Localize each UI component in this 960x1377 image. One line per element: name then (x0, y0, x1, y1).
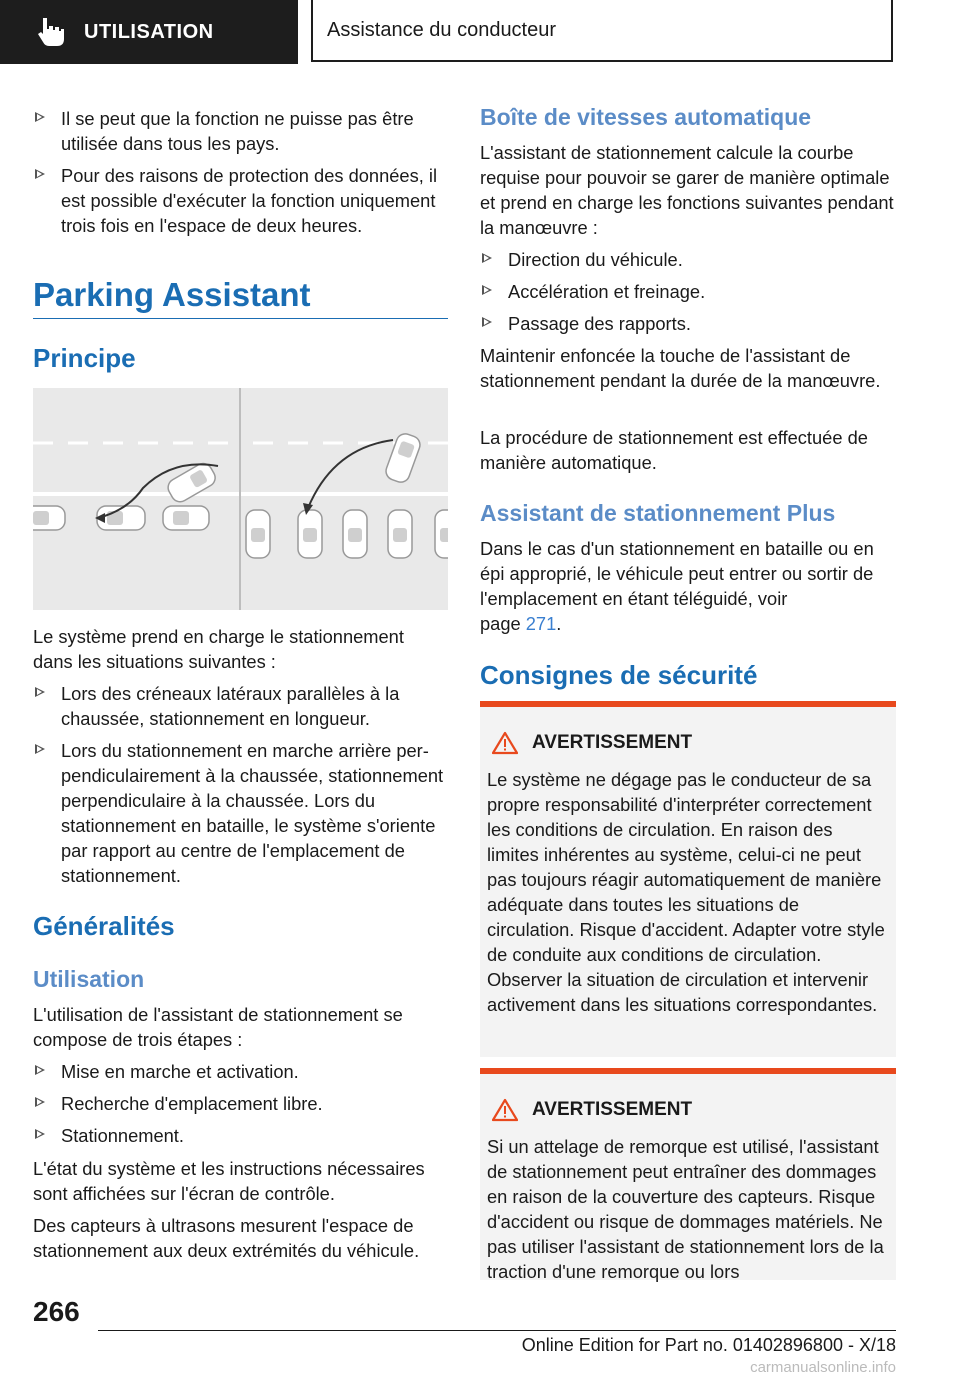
bullet-triangle-icon (482, 285, 492, 295)
list-item: Accélération et freinage. (480, 279, 896, 304)
parking-illustration (33, 388, 448, 610)
list-item: Passage des rapports. (480, 311, 896, 336)
warning-title: AVERTISSEMENT (532, 1099, 693, 1120)
list-item: Il se peut que la fonction ne puisse pas être utilisée dans tous les pays. (33, 106, 448, 156)
bullet-triangle-icon (35, 744, 45, 754)
list-item: Direction du véhicule. (480, 247, 896, 272)
bullet-triangle-icon (35, 1065, 45, 1075)
hand-pointer-icon (34, 15, 68, 49)
warning-box (480, 1068, 896, 1280)
section-title: UTILISATION (84, 20, 214, 43)
auto-procedure-text: La procédure de stationnement est effectuée de manière automatique. (480, 427, 868, 473)
hold-text: Maintenir enfoncée la touche de l'assistant de stationnement pendant la durée de la manœuvre. (480, 345, 881, 391)
warning-triangle-icon (492, 731, 518, 755)
list-item: Stationnement. (33, 1123, 448, 1148)
heading-principle: Principe (33, 343, 136, 373)
bullet-triangle-icon (35, 687, 45, 697)
heading-parking-plus: Assistant de stationnement Plus (480, 500, 836, 526)
page-link[interactable]: 271 (525, 613, 557, 634)
list-item: Lors du stationnement en marche arrière perpendiculairement à la chaussée, stationnement perpendiculaire à la chaussée. Lors du stationnement en bataille, le système s'oriente par rapport au centre de l'emplacement de stationnement. (33, 738, 448, 888)
status-text: L'état du système et les instructions nécessaires sont affichées sur l'écran de contrôle. (33, 1158, 425, 1204)
chapter-title: Assistance du conducteur (327, 18, 557, 41)
warning-text: Si un attelage de remorque est utilisé, l'assistant de stationnement peut entraîner des dommages en raison de la couverture des capteurs. Risque d'accident ou risque de dommages matériels. Ne pas utiliser l'assistant de stationnement lors de la traction d'une remorque ou lors (487, 1136, 884, 1282)
list-item: Mise en marche et activation. (33, 1059, 448, 1084)
warning-box (480, 701, 896, 1057)
bullet-triangle-icon (482, 317, 492, 327)
page-title: Parking Assistant (33, 276, 311, 313)
warning-triangle-icon (492, 1098, 518, 1122)
warning-text: Le système ne dégage pas le conducteur de sa propre responsabilité d'interpréter correctement les conditions de circulation. En raison des limites inhérentes au système, celui-ci ne peut pas toujours réagir automatiquement de manière adéquate dans toutes les situations de circulation. Risque d'accident. Adapter votre style de conduite aux conditions de circulation. Observer la situation de circulation et intervenir activement dans les situations correspondantes. (487, 769, 885, 1015)
title-rule (33, 318, 448, 319)
plus-text: Dans le cas d'un stationnement en bataille ou en épi approprié, le véhicule peut entrer ou sortir de l'emplacement en étant téléguidé, voir page 271. (480, 538, 874, 634)
heading-automatic-gearbox: Boîte de vitesses automatique (480, 104, 812, 130)
section-tab (0, 0, 298, 64)
heading-safety: Consignes de sécurité (480, 660, 758, 690)
list-item: Recherche d'emplacement libre. (33, 1091, 448, 1116)
footer-edition: Online Edition for Part no. 01402896800 - X/18 carmanualsonline.info (521, 1335, 896, 1376)
heading-general: Généralités (33, 911, 175, 941)
heading-usage: Utilisation (33, 966, 145, 992)
bullet-triangle-icon (35, 1129, 45, 1139)
page-number: 266 (33, 1296, 80, 1327)
usage-text: L'utilisation de l'assistant de stationnement se compose de trois étapes : (33, 1004, 403, 1050)
sensor-text: Des capteurs à ultrasons mesurent l'espace de stationnement aux deux extrémités du véhicule. (33, 1215, 420, 1261)
list-item: Pour des raisons de protection des données, il est possible d'exécuter la fonction uniquement trois fois en l'espace de deux heures. (33, 163, 448, 238)
auto-text: L'assistant de stationnement calcule la courbe requise pour pouvoir se garer de manière optimale et prend en charge les fonctions suivantes pendant la manœuvre : (480, 142, 894, 238)
bullet-triangle-icon (35, 112, 45, 122)
principle-text: Le système prend en charge le stationnement dans les situations suivantes : (33, 626, 404, 672)
watermark: carmanualsonline.info (750, 1359, 896, 1376)
footer-rule (98, 1330, 896, 1331)
bullet-triangle-icon (35, 1097, 45, 1107)
warning-title: AVERTISSEMENT (532, 732, 693, 753)
bullet-triangle-icon (35, 169, 45, 179)
chapter-header (311, 0, 893, 62)
bullet-triangle-icon (482, 253, 492, 263)
list-item: Lors des créneaux latéraux parallèles à la chaussée, stationnement en longueur. (33, 681, 448, 731)
